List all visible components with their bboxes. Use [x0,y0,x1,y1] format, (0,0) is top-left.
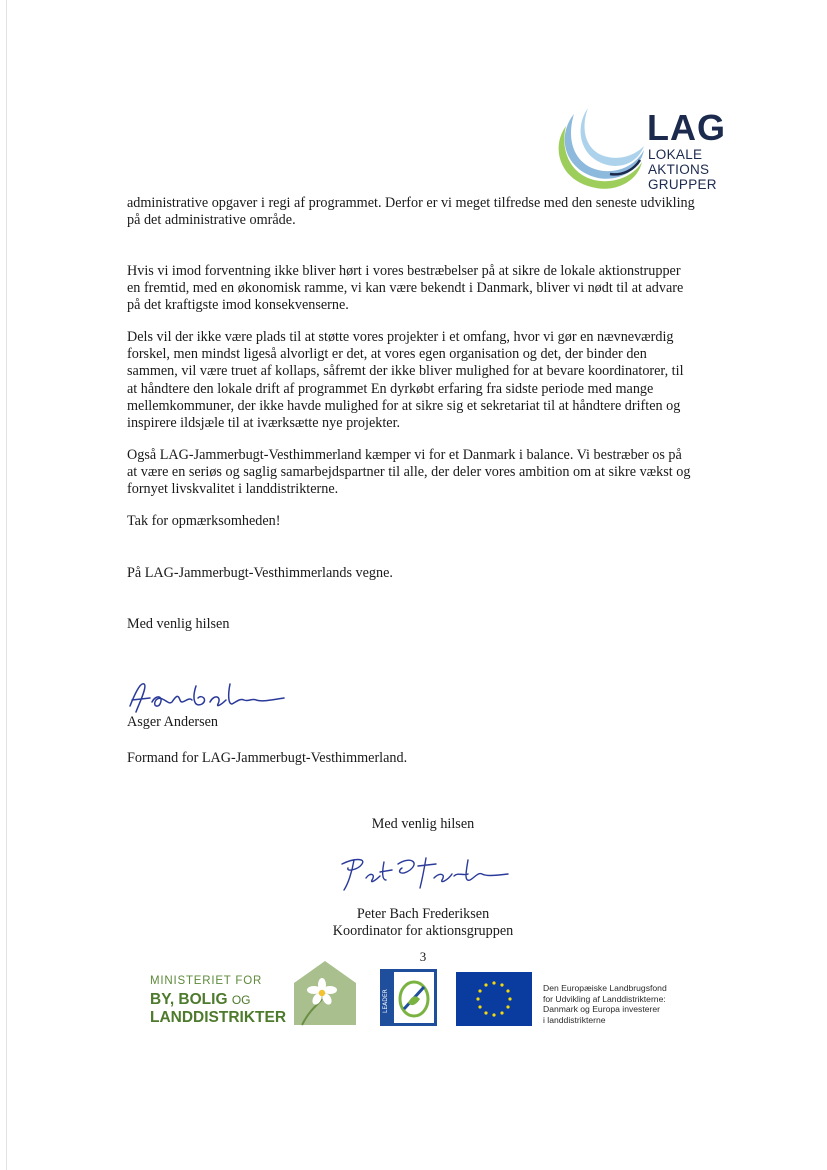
text-line: Også LAG-Jammerbugt-Vesthimmerland kæmper vi for et Danmark i balance. Vi bestræber os på [127,447,682,463]
ministry-line-2 [150,992,286,1008]
eu-flag-icon [456,972,532,1026]
text-line: Dels vil der ikke være plads til at støtte vores projekter i et omfang, hvor vi gør en nævneværdig [127,329,674,345]
paragraph-consequences [127,329,727,432]
closing-2: Med venlig hilsen [371,816,475,832]
on-behalf-line: På LAG-Jammerbugt-Vesthimmerlands vegne. [127,565,393,581]
text-line: mellemkommuner, der ikke havde mulighed for at sikre sig et sekretariat til at håndtere driften og [127,397,681,414]
page-edge [6,0,7,1170]
lag-swoosh-icon [548,104,648,196]
eu-text-line: for Udvikling af Landdistrikterne: [543,993,666,1004]
eu-text-line: Danmark og Europa investerer [543,1004,661,1015]
lag-subtitle-3: GRUPPER [648,177,717,192]
signer-1-name: Asger Andersen [127,714,219,730]
lag-logo [548,104,728,196]
ministry-line-3: LANDDISTRIKTER [150,1009,287,1026]
eu-fund-text [543,983,667,1025]
paragraph-admin [127,195,727,229]
text-line: inspirere ildsjæle til at iværksætte nye projekter. [127,415,401,432]
signature-peter [336,850,514,894]
text-line: administrative opgaver i regi af programmet. Derfor er vi meget tilfredse med den seneste udvikling [127,195,695,211]
text-line: på det kraftigste imod konsekvenserne. [127,297,349,314]
lag-subtitle-1: LOKALE [648,147,703,162]
ministry-og: OG [231,992,251,1007]
flower-house-icon [292,959,358,1027]
text-line: Hvis vi imod forventning ikke bliver hørt i vores bestræbelser på at sikre de lokale aktionstrupper [127,263,681,279]
signer-2-title: Koordinator for aktionsgruppen [332,923,514,939]
thanks-line: Tak for opmærksomheden! [127,513,281,529]
lag-wordmark: LAG [647,107,726,148]
eu-text-line: i landdistrikterne [543,1014,606,1025]
text-line: fornyet livskvalitet i landdistrikterne. [127,481,339,498]
lag-subtitle-2: AKTIONS [648,162,710,177]
paragraph-warning [127,263,727,315]
text-line: forskel, men mindst ligeså alvorligt er det, at vores egen organisation og det, der binder den [127,346,647,363]
ministry-logo [150,976,286,1026]
signer-2-name: Peter Bach Frederiksen [356,906,490,922]
signer-1-title: Formand for LAG-Jammerbugt-Vesthimmerland. [127,750,408,766]
text-line: en fremtid, med en økonomisk ramme, vi kan være bekendt i Danmark, bliver vi nødt til at advare [127,280,684,297]
text-line: at håndtere den lokale drift af programmet En dyrkøbt erfaring fra sidste periode med mange [127,380,654,397]
ministry-line-2-text: BY, BOLIG [150,990,228,1008]
text-line: at være en seriøs og saglig samarbejdspartner til alle, der deler vores ambition om at sikre vækst og [127,464,691,481]
text-line: sammen, vil være truet af kollaps, såfremt der ikke bliver mulighed for at bevare koordinatorer, til [127,363,684,380]
page-number: 3 [419,949,427,964]
ministry-line-1: MINISTERIET FOR [150,975,263,987]
closing-1: Med venlig hilsen [127,616,230,632]
leader-label: LEADER [382,989,389,1013]
text-line: på det administrative område. [127,212,296,229]
eu-text-line: Den Europæiske Landbrugsfond [543,983,667,993]
leader-logo-icon [380,969,437,1026]
paragraph-balance [127,447,727,499]
